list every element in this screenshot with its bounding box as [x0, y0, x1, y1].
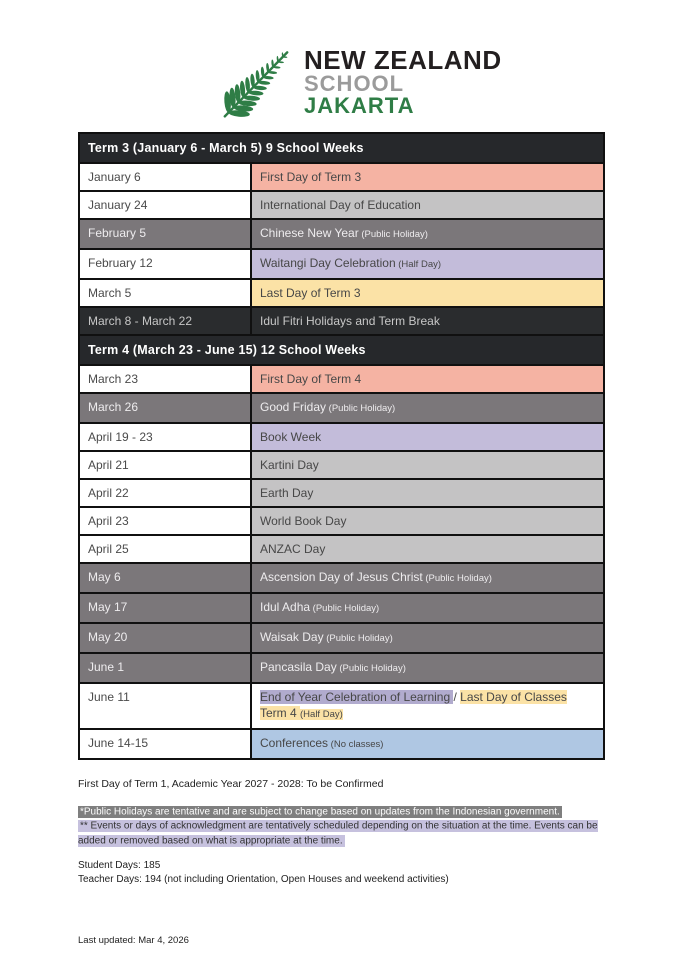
day-counts	[78, 859, 612, 887]
event-note: (Half Day)	[395, 259, 442, 270]
event-label: Waitangi Day Celebration	[260, 256, 396, 270]
calendar-table	[78, 132, 605, 760]
term1-confirmation-note: First Day of Term 1, Academic Year 2027 - 2028: To be Confirmed	[78, 778, 384, 790]
date-cell: April 22	[80, 480, 252, 506]
date-cell: January 6	[80, 164, 252, 190]
calendar-row	[80, 366, 603, 394]
event-label: First Day of Term 4	[260, 372, 362, 386]
public-holiday-footnote: *Public Holidays are tentative and are subject to change based on updates from the Indonesian government.	[80, 806, 560, 817]
calendar-row	[80, 624, 603, 654]
event-note: (Public Holiday)	[422, 573, 492, 584]
event-cell	[252, 452, 603, 478]
event-label: Conferences	[260, 736, 329, 750]
event-cell	[252, 164, 603, 190]
event-label: Earth Day	[260, 486, 314, 500]
event-label: Chinese New Year	[260, 226, 359, 240]
events-footnote: ** Events or days of acknowledgment are tentatively scheduled depending on the situation at the time. Events can be added or removed based on what is appropriate at the time.	[78, 820, 598, 846]
school-name-line1: NEW ZEALAND	[304, 44, 502, 75]
date-cell: June 11	[80, 684, 252, 728]
last-updated: Last updated: Mar 4, 2026	[78, 934, 189, 946]
event-label-part: End of Year Celebration of Learning	[260, 690, 454, 704]
event-cell	[252, 250, 603, 278]
calendar-row	[80, 536, 603, 564]
school-name	[304, 44, 502, 118]
event-note: (Public Holiday)	[336, 663, 406, 674]
calendar-row	[80, 394, 603, 424]
footer	[78, 777, 612, 946]
teacher-days: Teacher Days: 194 (not including Orientation, Open Houses and weekend activities)	[78, 873, 449, 885]
event-cell	[252, 730, 603, 758]
calendar-row	[80, 192, 603, 220]
event-label: Ascension Day of Jesus Christ	[260, 570, 423, 584]
term-header: Term 4 (March 23 - June 15) 12 School Weeks	[80, 336, 603, 366]
date-cell: June 14-15	[80, 730, 252, 758]
date-cell: April 23	[80, 508, 252, 534]
event-cell	[252, 684, 603, 728]
date-cell: March 8 - March 22	[80, 308, 252, 334]
date-cell: January 24	[80, 192, 252, 218]
event-cell	[252, 220, 603, 248]
event-cell	[252, 280, 603, 306]
student-days: Student Days: 185	[78, 859, 161, 871]
event-label-part: Last Day of Classes Term 4	[260, 690, 567, 720]
event-note: (Public Holiday)	[358, 229, 428, 240]
calendar-row	[80, 452, 603, 480]
event-label: Pancasila Day	[260, 660, 337, 674]
event-label: Waisak Day	[260, 630, 324, 644]
event-label-part: (Half Day)	[300, 709, 343, 720]
date-cell: May 6	[80, 564, 252, 592]
school-name-line2: SCHOOL	[304, 70, 405, 96]
calendar-row	[80, 508, 603, 536]
event-cell	[252, 480, 603, 506]
calendar-row	[80, 220, 603, 250]
event-cell	[252, 624, 603, 652]
date-cell: April 21	[80, 452, 252, 478]
calendar-row	[80, 564, 603, 594]
event-label: ANZAC Day	[260, 542, 326, 556]
date-cell: February 5	[80, 220, 252, 248]
event-cell	[252, 564, 603, 592]
date-cell: March 5	[80, 280, 252, 306]
calendar-row	[80, 480, 603, 508]
event-label: Idul Adha	[260, 600, 311, 614]
event-note: (No classes)	[328, 739, 384, 750]
event-label: Idul Fitri Holidays and Term Break	[260, 314, 440, 328]
date-cell: May 17	[80, 594, 252, 622]
calendar-row	[80, 594, 603, 624]
calendar-row	[80, 684, 603, 730]
school-logo	[220, 44, 690, 120]
event-cell	[252, 192, 603, 218]
event-note: (Public Holiday)	[326, 403, 396, 414]
fern-leaf-icon	[220, 43, 300, 121]
event-cell	[252, 424, 603, 450]
calendar-row	[80, 164, 603, 192]
calendar-row	[80, 280, 603, 308]
date-cell: June 1	[80, 654, 252, 682]
event-cell	[252, 594, 603, 622]
event-label-part: /	[453, 690, 461, 704]
event-label: Good Friday	[260, 400, 327, 414]
event-label: Last Day of Term 3	[260, 286, 361, 300]
school-name-line3: JAKARTA	[304, 92, 415, 118]
date-cell: March 26	[80, 394, 252, 422]
date-cell: March 23	[80, 366, 252, 392]
calendar-row	[80, 654, 603, 684]
date-cell: April 19 - 23	[80, 424, 252, 450]
event-cell	[252, 508, 603, 534]
term-header: Term 3 (January 6 - March 5) 9 School Weeks	[80, 134, 603, 164]
event-cell	[252, 308, 603, 334]
event-label: International Day of Education	[260, 198, 421, 212]
event-label: Kartini Day	[260, 458, 319, 472]
event-cell	[252, 654, 603, 682]
event-label: World Book Day	[260, 514, 347, 528]
footnotes	[78, 805, 612, 849]
event-label: Book Week	[260, 430, 322, 444]
event-cell	[252, 394, 603, 422]
date-cell: May 20	[80, 624, 252, 652]
event-note: (Public Holiday)	[310, 603, 380, 614]
event-note: (Public Holiday)	[323, 633, 393, 644]
calendar-row	[80, 424, 603, 452]
calendar-row	[80, 308, 603, 336]
event-cell	[252, 366, 603, 392]
calendar-row	[80, 730, 603, 758]
date-cell: April 25	[80, 536, 252, 562]
calendar-row	[80, 250, 603, 280]
event-cell	[252, 536, 603, 562]
date-cell: February 12	[80, 250, 252, 278]
event-label: First Day of Term 3	[260, 170, 362, 184]
